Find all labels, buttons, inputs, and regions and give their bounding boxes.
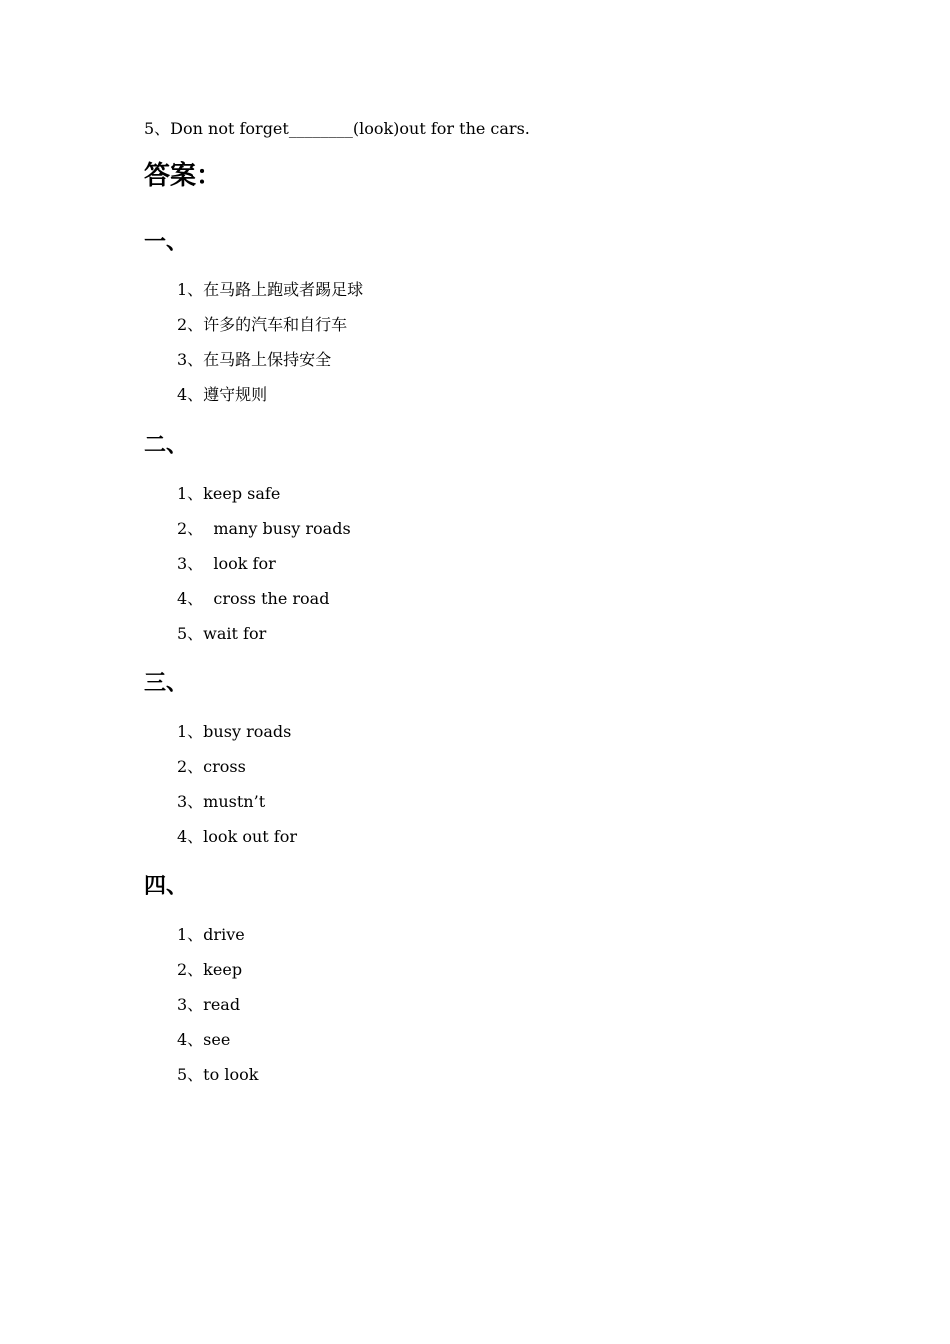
list-item: 1、drive xyxy=(177,925,245,944)
list-item: 2、许多的汽车和自行车 xyxy=(177,315,348,334)
section-heading-2: 二、 xyxy=(144,432,189,458)
answer-heading: 答案： xyxy=(144,161,223,191)
section-heading-1: 一、 xyxy=(144,229,189,255)
list-item: 4、see xyxy=(177,1030,231,1049)
section-heading-3: 三、 xyxy=(144,670,189,696)
list-item: 3、 look for xyxy=(177,554,276,573)
list-item: 5、to look xyxy=(177,1065,259,1084)
question-line: 5、Don not forget________(look)out for the cars. xyxy=(144,119,530,138)
list-item: 1、keep safe xyxy=(177,484,281,503)
list-item: 3、read xyxy=(177,995,241,1014)
list-item: 3、在马路上保持安全 xyxy=(177,350,332,369)
list-item: 4、遵守规则 xyxy=(177,385,268,404)
list-item: 4、look out for xyxy=(177,827,298,846)
list-item: 2、cross xyxy=(177,757,246,776)
list-item: 5、wait for xyxy=(177,624,267,643)
section-heading-4: 四、 xyxy=(144,873,189,899)
list-item: 3、mustn’t xyxy=(177,792,266,811)
list-item: 2、 many busy roads xyxy=(177,519,351,538)
list-item: 1、busy roads xyxy=(177,722,292,741)
list-item: 2、keep xyxy=(177,960,243,979)
list-item: 1、在马路上跑或者踢足球 xyxy=(177,280,364,299)
list-item: 4、 cross the road xyxy=(177,589,330,608)
